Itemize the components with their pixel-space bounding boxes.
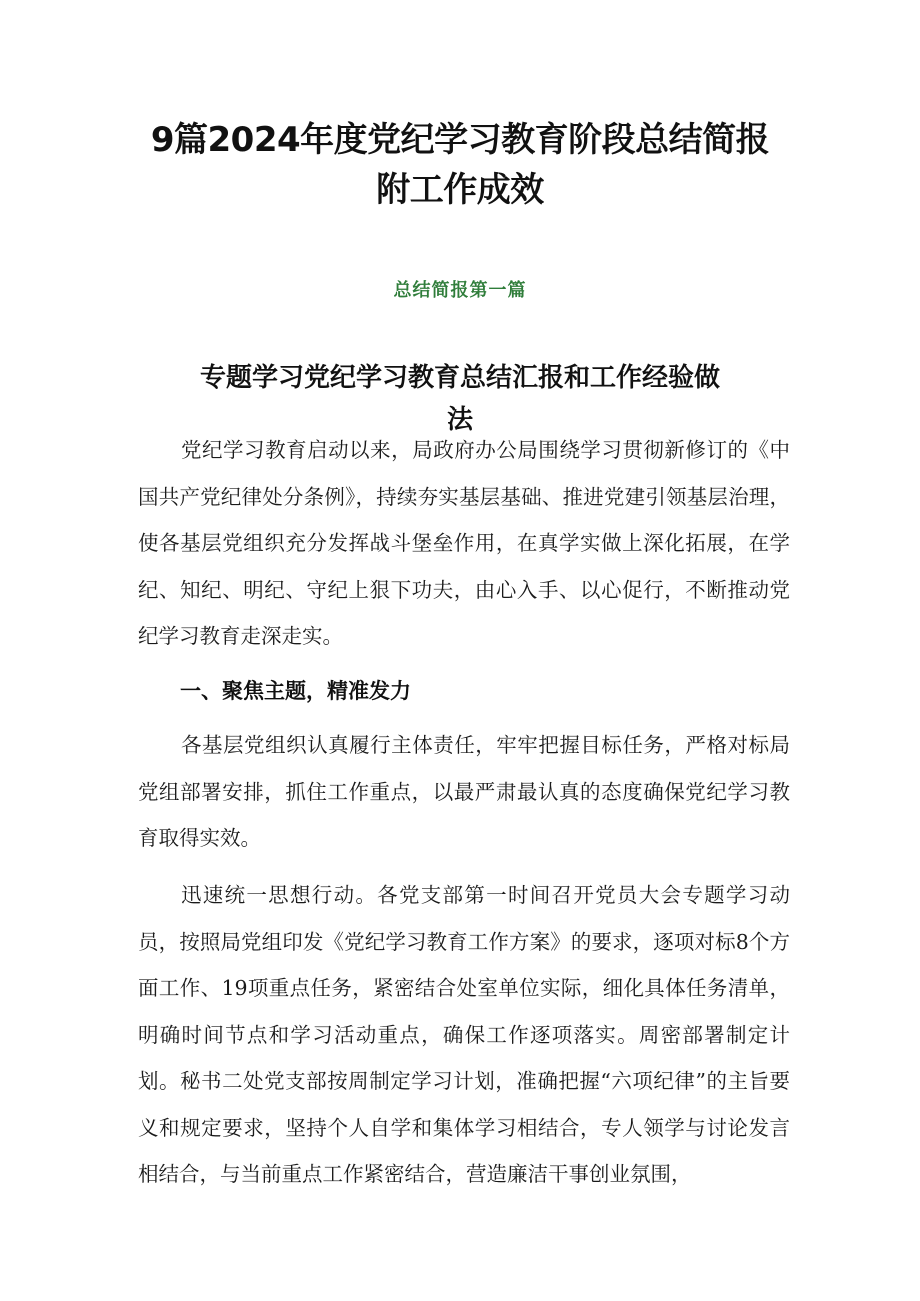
body-paragraph-3: 迅速统一思想行动。各党支部第一时间召开党员大会专题学习动员，按照局党组印发《党纪学习教育工作方案》的要求，逐项对标8个方面工作、19项重点任务，紧密结合处室单位实际，细化具体任务清单，明确时间节点和学习活动重点，确保工作逐项落实。周密部署制定计划。秘书二处党支部按周制定学习计划，准确把握“六项纪律”的主旨要义和规定要求，坚持个人自学和集体学习相结合，专人领学与讨论发言相结合，与当前重点工作紧密结合，营造廉洁干事创业氛围， bbox=[138, 883, 790, 1186]
document-title-line-2: 附工作成效 bbox=[376, 170, 544, 210]
section-heading-1: 一、聚焦主题，精准发力 bbox=[180, 679, 411, 703]
body-paragraph-1: 党纪学习教育启动以来，局政府办公局围绕学习贯彻新修订的《中国共产党纪律处分条例》，持续夯实基层基础、推进党建引领基层治理，使各基层党组织充分发挥战斗堡垒作用，在真学实做上深化拓展，在学纪、知纪、明纪、守纪上狠下功夫，由心入手、以心促行，不断推动党纪学习教育走深走实。 bbox=[138, 438, 790, 648]
article-title-line-2: 法 bbox=[446, 404, 473, 435]
section-label: 总结简报第一篇 bbox=[393, 280, 527, 301]
article-title-line-1: 专题学习党纪学习教育总结汇报和工作经验做 bbox=[199, 362, 720, 393]
document-title-line-1: 9篇2024年度党纪学习教育阶段总结简报 bbox=[150, 120, 770, 160]
body-paragraph-2: 各基层党组织认真履行主体责任，牢牢把握目标任务，严格对标局党组部署安排，抓住工作重点，以最严肃最认真的态度确保党纪学习教育取得实效。 bbox=[138, 733, 790, 850]
